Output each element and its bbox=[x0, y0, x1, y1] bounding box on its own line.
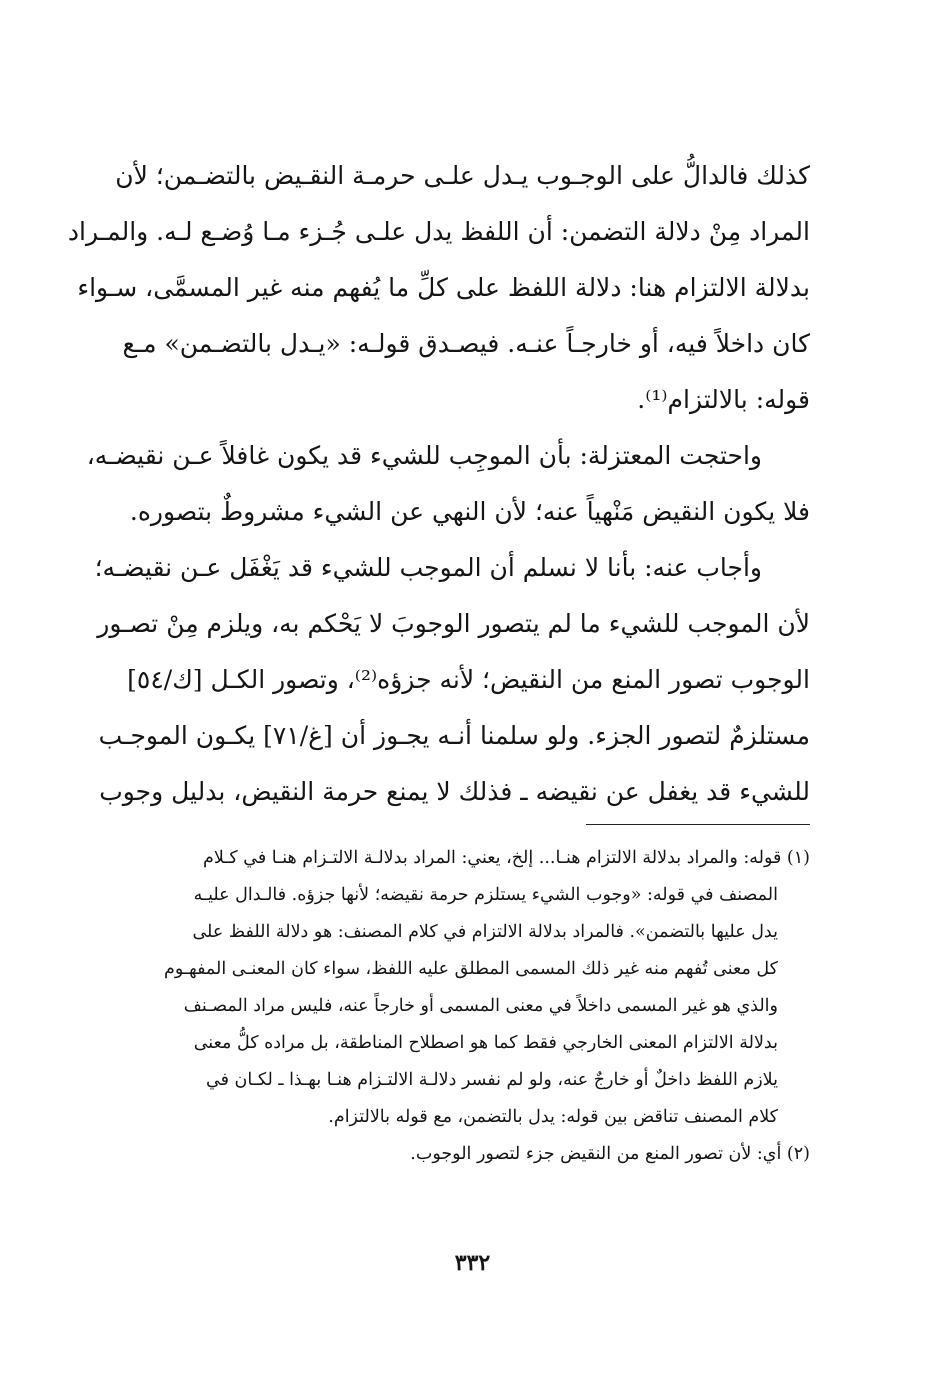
footnote-line: بدلالة الالتزام المعنى الخارجي فقط كما هو اصطلاح المناطقة، بل مراده كلُّ معنى bbox=[193, 1033, 778, 1053]
text-line: فلا يكون النقيض مَنْهياً عنه؛ لأن النهي عن الشيء مشروطٌ بتصوره. bbox=[129, 497, 810, 526]
paragraph-1 bbox=[67, 148, 810, 428]
paragraph-2 bbox=[86, 428, 810, 540]
text-line: المراد مِنْ دلالة التضمن: أن اللفظ يدل علـى جُـزء مـا وُضـع لـه. والمـراد bbox=[67, 217, 810, 246]
text-line: للشيء قد يغفل عن نقيضه ـ فذلك لا يمنع حرمة النقيض، بدليل وجوب bbox=[99, 777, 810, 806]
text-line: واحتجت المعتزلة: بأن الموجِب للشيء قد يكون غافلاً عـن نقيضـه، bbox=[86, 441, 762, 470]
footnote-line: (١) قوله: والمراد بدلالة الالتزام هنـا... إلخ، يعني: المراد بدلالـة الالتـزام هنـا في كـلام bbox=[203, 848, 810, 868]
text-line: كذلك فالدالُّ على الوجـوب يـدل علـى حرمـة النقـيض بالتضـمن؛ لأن bbox=[115, 161, 810, 190]
footnote-line: والذي هو غير المسمى داخلاً في معنى المسمى أو خارجاً عنه، فليس مراد المصـنف bbox=[183, 996, 778, 1016]
page-number: ٣٣٢ bbox=[454, 1250, 491, 1276]
text-line: مستلزمٌ لتصور الجزء. ولو سلمنا أنـه يجـوز أن [غ/٧١] يكـون الموجـب bbox=[98, 721, 810, 750]
footnote-line: (٢) أي: لأن تصور المنع من النقيض جزء لتصور الوجوب. bbox=[410, 1144, 810, 1164]
footnotes bbox=[130, 840, 810, 1173]
footnote-line: كل معنى تُفهم منه غير ذلك المسمى المطلق عليه اللفظ، سواء كان المعنـى المفهـوم bbox=[164, 959, 778, 979]
footnote-line: يلازم اللفظ داخلٌ أو خارجٌ عنه، ولو لم نفسر دلالـة الالتـزام هنـا بهـذا ـ لكـان في bbox=[206, 1070, 778, 1090]
text-line: وأجاب عنه: بأنا لا نسلم أن الموجب للشيء قد يَغْفَل عـن نقيضـه؛ bbox=[94, 553, 762, 582]
text-line: بدلالة الالتزام هنا: دلالة اللفظ على كلِّ ما يُفهم منه غير المسمَّى، سـواء bbox=[77, 273, 810, 302]
footnote-line: كلام المصنف تناقض بين قوله: يدل بالتضمن، مع قوله بالالتزام. bbox=[328, 1107, 778, 1127]
footnote-line: يدل عليها بالتضمن». فالمراد بدلالة الالتزام في كلام المصنف: هو دلالة اللفظ على bbox=[192, 922, 778, 942]
footnote-line: المصنف في قوله: «وجوب الشيء يستلزم حرمة نقيضه؛ لأنها جزؤه. فالـدال عليـه bbox=[193, 885, 778, 905]
paragraph-3 bbox=[94, 540, 810, 820]
text-line: الوجوب تصور المنع من النقيض؛ لأنه جزؤه⁽²⁾، وتصور الكـل [ك/٥٤] bbox=[127, 665, 810, 694]
text-line: لأن الموجب للشيء ما لم يتصور الوجوبَ لا يَحْكم به، ويلزم مِنْ تصـور bbox=[97, 609, 810, 638]
text-line: كان داخلاً فيه، أو خارجـاً عنـه. فيصـدق قولـه: «يـدل بالتضـمن» مـع bbox=[122, 329, 810, 358]
text-line: قوله: بالالتزام⁽¹⁾. bbox=[637, 385, 810, 414]
footnote-divider bbox=[586, 824, 810, 825]
